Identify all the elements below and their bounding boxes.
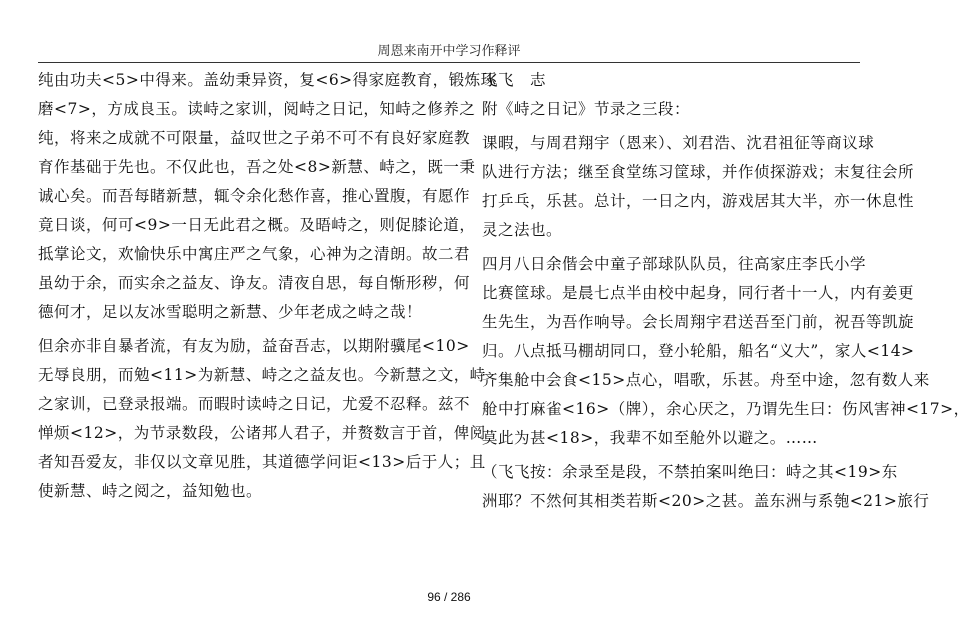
- text-line: 打乒乓，乐甚。总计，一日之内，游戏居其大半，亦一休息性: [482, 192, 915, 210]
- text-line: 比赛筐球。是晨七点半由校中起身，同行者十一人，内有姜更: [482, 284, 915, 302]
- text-line: 课暇，与周君翔宇（恩来）、刘君浩、沈君祖征等商议球: [482, 134, 875, 152]
- text-line: 抵掌论文，欢愉快乐中寓庄严之气象，心神为之清朗。故二君: [38, 245, 471, 263]
- text-line: 生先生，为吾作响导。会长周翔宇君送吾至门前，祝吾等凯旋: [482, 313, 915, 331]
- text-line: 育作基础于先也。不仅此也，吾之处<8>新慧、峙之，既一秉: [38, 158, 476, 176]
- text-line: 舱中打麻雀<16>（牌），余心厌之，乃谓先生曰：伤风害神<17>，: [482, 400, 970, 418]
- page-number: 96 / 286: [427, 590, 471, 604]
- text-line: 齐集舱中会食<15>点心，唱歌，乐甚。舟至中途，忽有数人来: [482, 371, 930, 389]
- left-text-column: [38, 66, 497, 506]
- header-rule: [38, 62, 860, 63]
- text-line: 归。八点抵马棚胡同口，登小轮船，船名“义大”，家人<14>: [482, 342, 915, 360]
- text-line: 莫此为甚<18>，我辈不如至舱外以避之。……: [482, 429, 818, 447]
- text-line: 洲耶？不然何其相类若斯<20>之甚。盖东洲与系匏<21>旅行: [482, 492, 930, 510]
- text-line: 德何才，足以友冰雪聪明之新慧、少年老成之峙之哉！: [38, 303, 423, 321]
- right-text-column: [482, 66, 970, 516]
- text-line: 灵之法也。: [482, 221, 563, 239]
- running-header: 周恩来南开中学习作释评: [377, 44, 521, 59]
- text-line: 但余亦非自暴者流，有友为励，益奋吾志，以期附骥尾<10>: [38, 337, 470, 355]
- text-line: 无辱良朋，而勉<11>为新慧、峙之之益友也。今新慧之文，峙: [38, 366, 486, 384]
- text-line: 竟日谈，何可<9>一日无此君之概。及晤峙之，则促膝论道，: [38, 216, 476, 234]
- text-line: 使新慧、峙之阅之，益知勉也。: [38, 482, 263, 500]
- text-line: 诚心矣。而吾每睹新慧，辄令余化愁作喜，推心置腹，有愿作: [38, 187, 471, 205]
- text-line: 四月八日余偕会中童子部球队队员，往高家庄李氏小学: [482, 255, 867, 273]
- author-signature: 飞飞 志: [482, 71, 547, 89]
- text-line: 者知吾爱友，非仅以文章见胜，其道德学问讵<13>后于人；且: [38, 453, 486, 471]
- text-line: 纯由功夫<5>中得来。盖幼秉异资，复<6>得家庭教育，锻炼琢: [38, 71, 497, 89]
- text-line: 虽幼于余，而实余之益友、诤友。清夜自思，每自惭形秽，何: [38, 274, 471, 292]
- text-line: 纯，将来之成就不可限量，益叹世之子弟不可不有良好家庭教: [38, 129, 471, 147]
- text-line: 之家训，已登录报端。而暇时读峙之日记，尤爱不忍释。兹不: [38, 395, 471, 413]
- text-line: 磨<7>，方成良玉。读峙之家训，阅峙之日记，知峙之修养之: [38, 100, 476, 118]
- text-line: 惮烦<12>，为节录数段，公诸邦人君子，并赘数言于首，俾阅: [38, 424, 486, 442]
- text-line: 队进行方法；继至食堂练习筐球，并作侦探游戏；末复往会所: [482, 163, 915, 181]
- text-line: 附《峙之日记》节录之三段：: [482, 100, 691, 118]
- text-line: （飞飞按：余录至是段，不禁拍案叫绝曰：峙之其<19>东: [482, 463, 898, 481]
